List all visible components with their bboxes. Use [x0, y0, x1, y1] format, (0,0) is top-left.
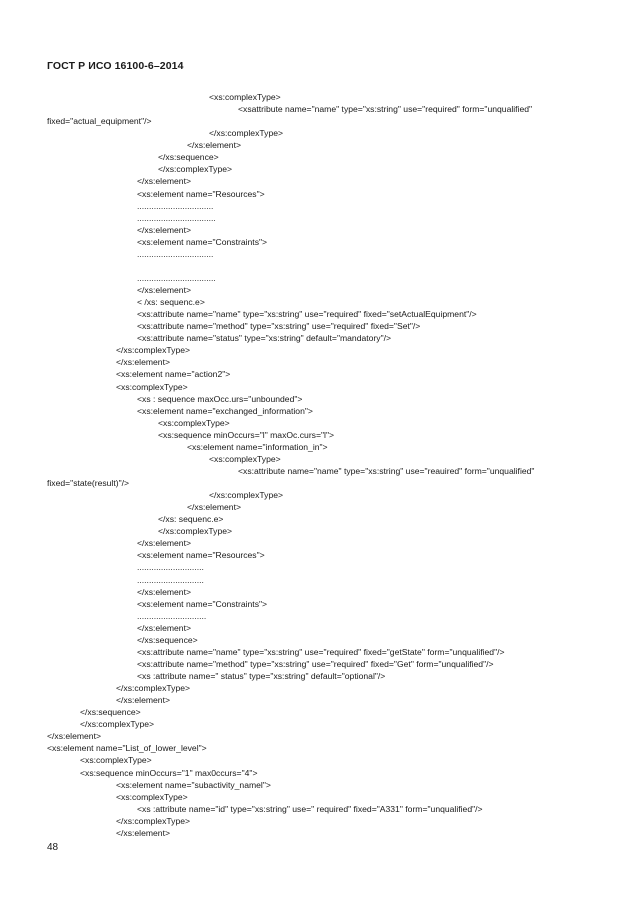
code-line: </xs:element> [137, 622, 191, 633]
code-line: ................................. [137, 272, 216, 283]
code-line: </xs:element> [47, 731, 101, 742]
code-line: fixed="actual_equipment"/> [47, 116, 152, 127]
code-line: ................................ [137, 248, 214, 259]
code-line: <xs:attribute name="name" type="xs:string" use="required" fixed="setActualEquipment"/> [137, 309, 477, 320]
code-line: ............................. [137, 610, 207, 621]
code-line: </xs: sequenc.e> [158, 514, 224, 525]
page-number: 48 [47, 842, 59, 853]
document-header: ГОСТ Р ИСО 16100-6–2014 [47, 60, 184, 72]
code-line: <xs:complexType> [116, 381, 188, 392]
code-line: <xs:element name="Resources"> [137, 188, 265, 199]
code-line: </xs:element> [187, 140, 241, 151]
code-line: </xs:element> [137, 224, 191, 235]
code-line: </xs:complexType> [116, 683, 191, 694]
code-line: </xs:sequence> [137, 634, 198, 645]
code-line: <xs:element name="Constraints"> [137, 598, 268, 609]
code-line: <xs:element name="subactivity_namel"> [116, 779, 271, 790]
code-line: <xs :attribute name="id" type="xs:string" use=" required" fixed="A331" form="unqualified"/> [137, 803, 483, 814]
code-line: </xs:element> [116, 827, 170, 838]
code-line: ............................ [137, 574, 204, 585]
code-line: </xs:element> [116, 695, 170, 706]
xml-schema-listing [0, 91, 630, 839]
code-line: <xs:element name="Constraints"> [137, 236, 268, 247]
code-line: </xs:sequence> [158, 152, 219, 163]
code-line: </xs:complexType> [209, 490, 284, 501]
code-line: </xs:element> [137, 176, 191, 187]
code-line: </xs:element> [137, 538, 191, 549]
code-line: <xs:element name="exchanged_information"> [137, 405, 313, 416]
code-line: <xs:complexType> [80, 755, 152, 766]
code-line: </xs:element> [187, 502, 241, 513]
code-line: ................................ [137, 200, 214, 211]
code-line: <xsattribute name="name" type="xs:string" use="required" form="unqualified" [238, 104, 533, 115]
code-line: <xs:sequence minOccurs="1" max0ccurs="4"> [80, 767, 258, 778]
code-line: </xs:complexType> [116, 345, 191, 356]
code-line: </xs:sequence> [80, 707, 141, 718]
code-line: <xs:attribute name="method" type="xs:string" use="required" fixed="Get" form="unqualified"/> [137, 658, 494, 669]
code-line: <xs : sequence maxOcc.urs="unbounded"> [137, 393, 303, 404]
code-line: </xs:complexType> [209, 128, 284, 139]
code-line: <xs:complexType> [209, 92, 281, 102]
code-line: <xs:complexType> [158, 417, 230, 428]
code-line: <xs:element name="information_in"> [187, 441, 328, 452]
code-line: <xs:element name="List_of_lower_level"> [47, 743, 207, 754]
code-line: <xs:element name="action2"> [116, 369, 231, 380]
code-line: </xs:complexType> [158, 164, 233, 175]
code-line: <xs:element name="Resources"> [137, 550, 265, 561]
code-line: </xs:element> [137, 285, 191, 295]
code-line: <xs:attribute name="status" type="xs:string" default="mandatory"/> [137, 333, 392, 344]
code-line: ............................ [137, 562, 204, 573]
code-line: ................................. [137, 212, 216, 223]
code-line: fixed="state(result)"/> [47, 478, 130, 488]
code-line: <xs :attribute name=" status" type="xs:string" default="optional"/> [137, 671, 386, 681]
code-line: </xs:complexType> [158, 526, 233, 537]
code-line: <xs:complexType> [116, 791, 188, 802]
code-line: </xs:complexType> [116, 815, 191, 826]
code-line: < /xs: sequenc.e> [137, 297, 205, 308]
code-line [0, 260, 630, 272]
code-line: </xs:complexType> [80, 719, 155, 730]
code-line: <xs:sequence minOccurs="l" maxOc.curs="l"> [158, 429, 335, 440]
code-line: </xs:element> [137, 586, 191, 597]
code-line: <xs:attribute name="method" type="xs:string" use="required" fixed="Set"/> [137, 321, 421, 332]
code-line: </xs:element> [116, 357, 170, 368]
code-line: <xs:complexType> [209, 453, 281, 464]
code-line: <xs:attribute name="name" type="xs:string" use="required" fixed="getState" form="unqualified"/> [137, 646, 505, 657]
code-line: <xs:attribute name="name" type="xs:string" use="reauired" form="unqualified" [238, 465, 535, 476]
